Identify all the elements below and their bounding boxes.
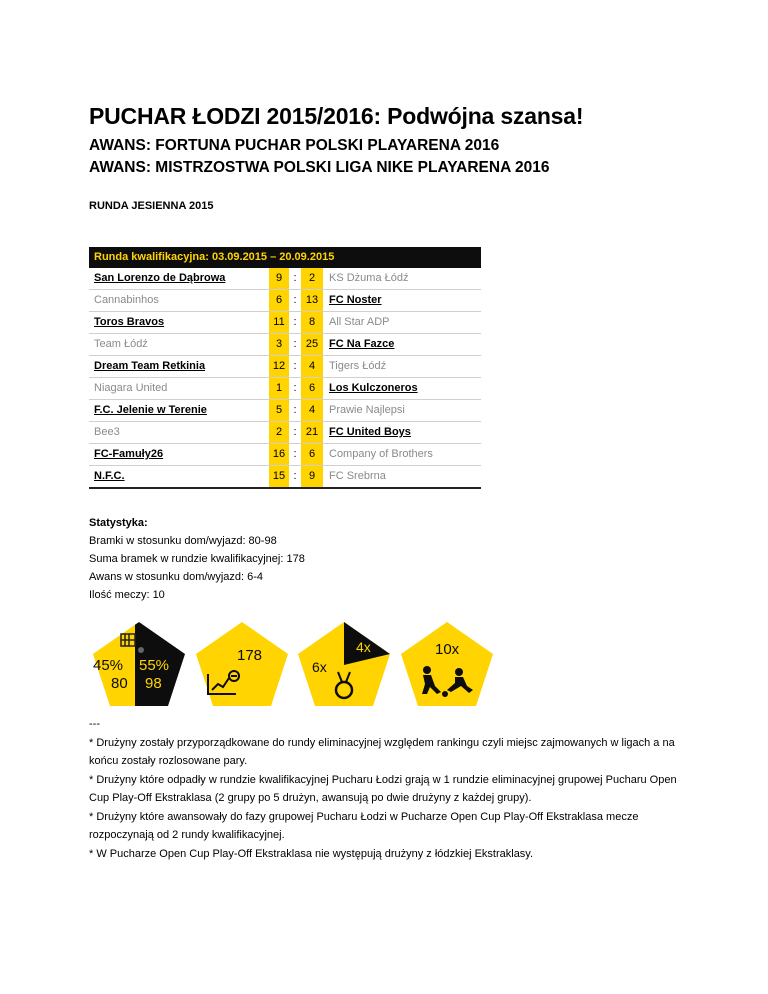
away-team: FC Na Fazce — [329, 338, 395, 350]
score-separator: : — [293, 448, 297, 460]
home-score: 15 — [269, 466, 289, 487]
home-score: 2 — [269, 422, 289, 443]
home-team: Team Łódź — [94, 338, 148, 350]
advancement-icon — [294, 620, 394, 710]
away-score: 25 — [301, 334, 323, 355]
away-score: 6 — [301, 444, 323, 465]
away-team: Company of Brothers — [329, 448, 433, 460]
home-advance: 6x — [312, 659, 327, 675]
away-score: 2 — [301, 268, 323, 289]
total-goals-value: 178 — [237, 647, 263, 664]
ball-icon — [138, 647, 144, 653]
statistics — [89, 514, 305, 604]
subtitle-mistrzostwa: AWANS: MISTRZOSTWA POLSKI LIGA NIKE PLAYARENA 2016 — [89, 159, 550, 176]
home-goal-pct: 45% — [93, 657, 124, 674]
score-separator: : — [293, 272, 297, 284]
away-score: 4 — [301, 400, 323, 421]
away-team: All Star ADP — [329, 316, 390, 328]
home-team: N.F.C. — [94, 470, 125, 482]
results-table — [89, 247, 481, 489]
home-score: 6 — [269, 290, 289, 311]
score-separator: : — [293, 426, 297, 438]
home-score: 5 — [269, 400, 289, 421]
stat-icons — [89, 620, 489, 710]
round-label: RUNDA JESIENNA 2015 — [89, 200, 214, 212]
score-separator: : — [293, 470, 297, 482]
stats-line: Suma bramek w rundzie kwalifikacyjnej: 178 — [89, 553, 305, 565]
table-header: Runda kwalifikacyjna: 03.09.2015 – 20.09.2015 — [89, 247, 481, 268]
stats-title: Statystyka: — [89, 517, 148, 529]
stats-line: Bramki w stosunku dom/wyjazd: 80-98 — [89, 535, 277, 547]
footnote-line: * Drużyny zostały przyporządkowane do rundy eliminacyjnej względem rankingu czyli miejsc zajmowanych w ligach a na końcu zostały rozlosowane pary. — [89, 736, 675, 767]
score-separator: : — [293, 360, 297, 372]
home-team: San Lorenzo de Dąbrowa — [94, 272, 226, 284]
away-score: 21 — [301, 422, 323, 443]
table-row — [89, 377, 481, 399]
away-team: FC Noster — [329, 294, 382, 306]
table-row — [89, 311, 481, 333]
score-separator: : — [293, 294, 297, 306]
away-score: 9 — [301, 466, 323, 487]
away-team: FC Srebrna — [329, 470, 386, 482]
away-team: Tigers Łódź — [329, 360, 387, 372]
score-separator: : — [293, 382, 297, 394]
table-row — [89, 421, 481, 443]
stats-line: Awans w stosunku dom/wyjazd: 6-4 — [89, 571, 264, 583]
table-row — [89, 268, 481, 289]
score-separator: : — [293, 316, 297, 328]
home-team: Cannabinhos — [94, 294, 159, 306]
table-row — [89, 465, 481, 487]
away-goals: 98 — [145, 675, 162, 692]
away-team: FC United Boys — [329, 426, 411, 438]
footnote-line: * Drużyny które odpadły w rundzie kwalifikacyjnej Pucharu Łodzi grają w 1 rundzie eliminacyjnej grupowej Pucharu Open Cup Play-Off Ekstraklasa (2 grupy po 5 drużyn, awansują po dwie drużyny z każdej grupy). — [89, 773, 677, 804]
home-goals: 80 — [111, 675, 128, 692]
table-row — [89, 289, 481, 311]
away-goal-pct: 55% — [139, 657, 170, 674]
table-row — [89, 333, 481, 355]
footnote-line: * W Pucharze Open Cup Play-Off Ekstraklasa nie występują drużyny z łódzkiej Ekstraklasy. — [89, 847, 534, 860]
score-separator: : — [293, 404, 297, 416]
home-score: 1 — [269, 378, 289, 399]
away-score: 13 — [301, 290, 323, 311]
away-team: Prawie Najlepsi — [329, 404, 405, 416]
table-row — [89, 399, 481, 421]
away-score: 4 — [301, 356, 323, 377]
stats-line: Ilość meczy: 10 — [89, 589, 165, 601]
footnote-line: --- — [89, 718, 100, 730]
matches-icon — [397, 620, 497, 710]
matches-value: 10x — [435, 641, 460, 658]
home-score: 9 — [269, 268, 289, 289]
goals-split-icon — [89, 620, 189, 710]
home-score: 3 — [269, 334, 289, 355]
total-goals-icon — [192, 620, 292, 710]
home-team: Niagara United — [94, 382, 168, 394]
table-row — [89, 355, 481, 377]
home-score: 16 — [269, 444, 289, 465]
subtitle-fortuna: AWANS: FORTUNA PUCHAR POLSKI PLAYARENA 2016 — [89, 137, 500, 154]
away-advance: 4x — [356, 639, 371, 655]
footnotes — [89, 715, 679, 863]
page-title: PUCHAR ŁODZI 2015/2016: Podwójna szansa! — [89, 103, 584, 129]
home-team: Dream Team Retkinia — [94, 360, 206, 372]
home-team: FC-Famuły26 — [94, 448, 164, 460]
home-team: Bee3 — [94, 426, 120, 438]
away-team: KS Dżuma Łódź — [329, 272, 409, 284]
home-team: Toros Bravos — [94, 316, 165, 328]
score-separator: : — [293, 338, 297, 350]
footnote-line: * Drużyny które awansowały do fazy grupowej Pucharu Łodzi w Pucharze Open Cup Play-Off Ekstraklasa mecze rozpoczynają od 2 rundy kwalifikacyjnej. — [89, 810, 639, 841]
home-score: 12 — [269, 356, 289, 377]
away-team: Los Kulczoneros — [329, 382, 418, 394]
home-score: 11 — [269, 312, 289, 333]
away-score: 8 — [301, 312, 323, 333]
away-score: 6 — [301, 378, 323, 399]
home-team: F.C. Jelenie w Terenie — [94, 404, 207, 416]
table-row — [89, 443, 481, 465]
